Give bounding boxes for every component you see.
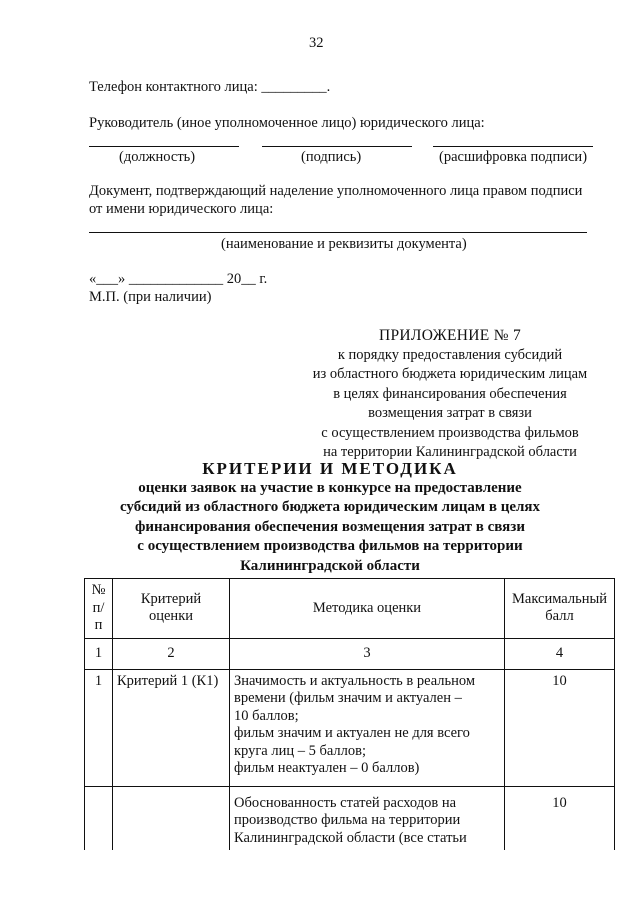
- document-label-line2: от имени юридического лица:: [89, 201, 274, 217]
- row-method: Обоснованность статей расходов на производство фильма на территории Калининградской области (все статьи: [230, 786, 505, 850]
- stamp-label: М.П. (при наличии): [89, 289, 212, 305]
- position-caption: (должность): [119, 149, 196, 165]
- document-label-line1: Документ, подтверждающий наделение уполномоченного лица правом подписи: [89, 183, 583, 199]
- header-max: Максимальный балл: [505, 579, 615, 639]
- row-method: Значимость и актуальность в реальном времени (фильм значим и актуален – 10 баллов; фильм значим и актуален не для всего круга лиц – 5 баллов; фильм неактуален – 0 баллов): [230, 669, 505, 786]
- row-num: [85, 786, 113, 850]
- title-heading: КРИТЕРИИ И МЕТОДИКА: [202, 459, 458, 478]
- row-criterion: [113, 786, 230, 850]
- document-caption: (наименование и реквизиты документа): [221, 236, 467, 252]
- index-cell: 2: [113, 638, 230, 669]
- row-max: 10: [505, 786, 615, 850]
- title-line: субсидий из областного бюджета юридическим лицам в целях: [119, 499, 541, 515]
- appendix-line: из областного бюджета юридическим лицам: [312, 366, 588, 382]
- decryption-line: [433, 146, 593, 147]
- title-line: финансирования обеспечения возмещения затрат в связи: [135, 518, 525, 535]
- appendix-line: на территории Калининградской области: [323, 444, 577, 460]
- signature-caption: (подпись): [301, 149, 362, 165]
- appendix-line: к порядку предоставления субсидий: [337, 346, 563, 363]
- decryption-caption: (расшифровка подписи): [439, 149, 588, 165]
- title-line: оценки заявок на участие в конкурсе на предоставление: [138, 479, 522, 496]
- title-line: Калининградской области: [240, 557, 420, 574]
- table-header-row: [85, 579, 615, 639]
- title-line: с осуществлением производства фильмов на территории: [137, 538, 523, 554]
- table-index-row: [85, 638, 615, 669]
- table-row: [85, 786, 615, 850]
- row-num: 1: [85, 669, 113, 786]
- table-row: [85, 669, 615, 786]
- document-title: [60, 459, 600, 576]
- position-line: [89, 146, 239, 147]
- header-criterion: Критерий оценки: [113, 579, 230, 639]
- appendix-block: [300, 326, 600, 463]
- signature-line: [262, 146, 412, 147]
- row-max: 10: [505, 669, 615, 786]
- page-number: 32: [309, 35, 324, 51]
- appendix-heading: ПРИЛОЖЕНИЕ № 7: [378, 327, 522, 344]
- appendix-line: возмещения затрат в связи: [368, 405, 532, 421]
- header-num: № п/п: [85, 579, 113, 639]
- appendix-line: с осуществлением производства фильмов: [321, 424, 579, 441]
- date-line: «___» _____________ 20__ г.: [89, 271, 268, 287]
- index-cell: 4: [505, 638, 615, 669]
- appendix-line: в целях финансирования обеспечения: [333, 385, 567, 402]
- document-line: [89, 232, 587, 233]
- index-cell: 1: [85, 638, 113, 669]
- row-criterion: Критерий 1 (К1): [113, 669, 230, 786]
- criteria-table: [84, 578, 615, 850]
- head-label: Руководитель (иное уполномоченное лицо) юридического лица:: [89, 115, 485, 131]
- header-method: Методика оценки: [230, 579, 505, 639]
- contact-phone-line: Телефон контактного лица: _________.: [89, 79, 331, 95]
- index-cell: 3: [230, 638, 505, 669]
